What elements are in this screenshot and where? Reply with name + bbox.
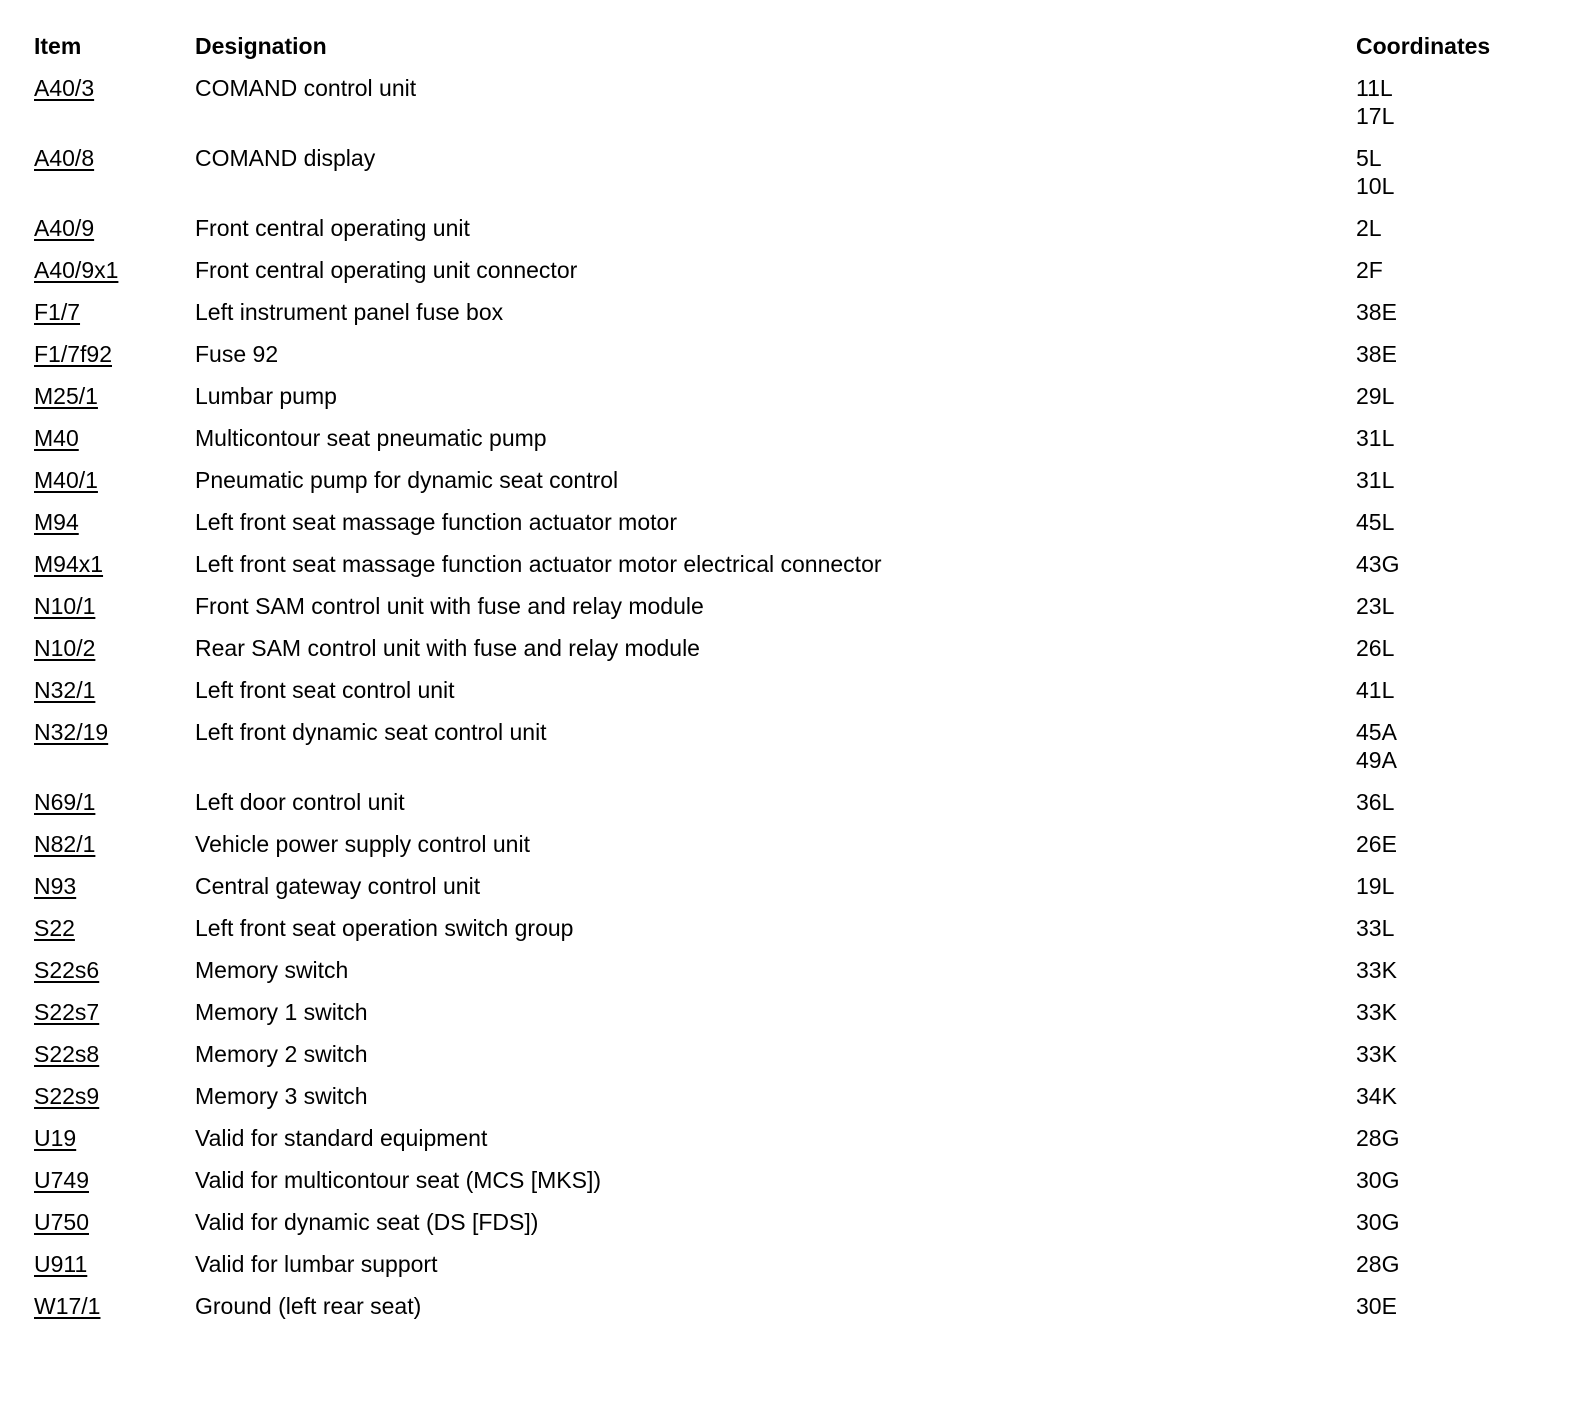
coordinates-cell [1356,830,1554,858]
coordinates-cell [1356,144,1554,200]
item-link[interactable]: N10/2 [34,635,96,661]
coordinates-cell [1356,340,1554,368]
designation-cell: Valid for lumbar support [195,1251,438,1277]
coordinate-value: 41L [1356,677,1395,703]
item-cell [34,592,195,620]
item-cell [34,914,195,942]
coordinates-cell [1356,382,1554,410]
coordinate-value: 30E [1356,1293,1397,1319]
coordinates-cell [1356,298,1554,326]
coordinates-cell [1356,1292,1554,1320]
coordinates-cell [1356,424,1554,452]
coordinates-cell [1356,998,1554,1026]
table-row [34,718,1554,788]
item-link[interactable]: S22s6 [34,957,100,983]
item-link[interactable]: U19 [34,1125,77,1151]
coordinates-cell [1356,718,1554,774]
coordinates-cell [1356,634,1554,662]
designation-cell: Vehicle power supply control unit [195,831,530,857]
table-row [34,634,1554,676]
item-link[interactable]: A40/3 [34,75,95,101]
item-cell [34,830,195,858]
item-link[interactable]: N93 [34,873,77,899]
item-cell [34,74,195,102]
coordinates-cell [1356,1250,1554,1278]
designation-column-header: Designation [195,33,327,59]
coordinate-value: 33K [1356,957,1397,983]
coordinates-cell [1356,914,1554,942]
item-cell [34,424,195,452]
designation-cell: Left front seat massage function actuator motor [195,509,677,535]
coordinate-value: 36L [1356,789,1395,815]
coordinate-value: 33K [1356,999,1397,1025]
coordinate-value: 5L [1356,145,1382,171]
coordinate-value: 17L [1356,103,1395,129]
coordinate-value: 31L [1356,467,1395,493]
coordinate-value: 28G [1356,1125,1400,1151]
designation-cell: Lumbar pump [195,383,337,409]
table-row [34,298,1554,340]
designation-cell: Memory 1 switch [195,999,368,1025]
item-cell [34,1166,195,1194]
table-row [34,424,1554,466]
item-link[interactable]: N82/1 [34,831,96,857]
coordinate-value: 45L [1356,509,1395,535]
table-row [34,508,1554,550]
designation-cell: Left front seat operation switch group [195,915,574,941]
designation-cell: Left front seat control unit [195,677,455,703]
designation-cell: Multicontour seat pneumatic pump [195,425,547,451]
coordinate-value: 31L [1356,425,1395,451]
item-cell [34,1124,195,1152]
item-column-header: Item [34,33,82,59]
item-cell [34,1208,195,1236]
item-link[interactable]: M94x1 [34,551,104,577]
table-row [34,214,1554,256]
item-cell [34,214,195,242]
designation-cell: Valid for standard equipment [195,1125,488,1151]
coordinate-value: 30G [1356,1167,1400,1193]
table-row [34,144,1554,214]
coordinate-value: 34K [1356,1083,1397,1109]
item-cell [34,298,195,326]
coordinate-value: 43G [1356,551,1400,577]
item-cell [34,256,195,284]
table-row [34,914,1554,956]
item-cell [34,508,195,536]
item-link[interactable]: F1/7f92 [34,341,112,367]
table-row [34,550,1554,592]
coordinates-cell [1356,1208,1554,1236]
coordinate-value: 38E [1356,299,1397,325]
item-link[interactable]: A40/8 [34,145,95,171]
coordinates-cell [1356,256,1554,284]
item-link[interactable]: U749 [34,1167,89,1193]
item-cell [34,872,195,900]
item-link[interactable]: M40/1 [34,467,98,493]
coordinate-value: 23L [1356,593,1395,619]
coordinate-value: 19L [1356,873,1395,899]
item-link[interactable]: U750 [34,1209,89,1235]
coordinates-cell [1356,550,1554,578]
item-cell [34,956,195,984]
item-link[interactable]: S22 [34,915,75,941]
table-header-row [34,32,1554,74]
table-row [34,382,1554,424]
coordinate-value: 11L [1356,75,1393,101]
item-cell [34,718,195,746]
designation-cell: COMAND control unit [195,75,417,101]
coordinate-value: 2F [1356,257,1383,283]
item-cell [34,788,195,816]
item-link[interactable]: M25/1 [34,383,98,409]
item-link[interactable]: N69/1 [34,789,96,815]
coordinates-cell [1356,872,1554,900]
item-cell [34,676,195,704]
designation-cell: COMAND display [195,145,376,171]
coordinates-cell [1356,1124,1554,1152]
item-link[interactable]: N10/1 [34,593,96,619]
designation-cell: Memory switch [195,957,349,983]
item-cell [34,144,195,172]
item-link[interactable]: M94 [34,509,79,535]
designation-cell: Rear SAM control unit with fuse and relay module [195,635,700,661]
item-link[interactable]: W17/1 [34,1293,101,1319]
coordinate-value: 45A [1356,719,1397,745]
item-link[interactable]: S22s8 [34,1041,100,1067]
coordinate-value: 38E [1356,341,1397,367]
designation-cell: Fuse 92 [195,341,279,367]
coordinate-value: 49A [1356,747,1397,773]
coordinate-value: 2L [1356,215,1382,241]
table-row [34,956,1554,998]
coordinates-cell [1356,1040,1554,1068]
table-row [34,340,1554,382]
item-cell [34,998,195,1026]
designation-cell: Front central operating unit connector [195,257,578,283]
coordinates-cell [1356,214,1554,242]
item-link[interactable]: N32/19 [34,719,109,745]
table-row [34,74,1554,144]
designation-cell: Front central operating unit [195,215,470,241]
coordinates-cell [1356,676,1554,704]
coordinates-cell [1356,592,1554,620]
table-row [34,998,1554,1040]
item-cell [34,1292,195,1320]
coordinate-value: 29L [1356,383,1395,409]
item-link[interactable]: U911 [34,1251,88,1277]
coordinate-value: 28G [1356,1251,1400,1277]
coordinate-value: 30G [1356,1209,1400,1235]
item-cell [34,634,195,662]
coordinate-value: 10L [1356,173,1395,199]
table-row [34,676,1554,718]
designation-cell: Left door control unit [195,789,405,815]
item-link[interactable]: M40 [34,425,79,451]
item-link[interactable]: A40/9x1 [34,257,119,283]
item-cell [34,1250,195,1278]
table-row [34,1166,1554,1208]
item-link[interactable]: N32/1 [34,677,96,703]
coordinates-cell [1356,1082,1554,1110]
item-cell [34,550,195,578]
table-row [34,256,1554,298]
designation-cell: Front SAM control unit with fuse and relay module [195,593,704,619]
coordinate-value: 26E [1356,831,1397,857]
coordinates-column-header: Coordinates [1356,33,1491,59]
item-link[interactable]: F1/7 [34,299,81,325]
item-cell [34,466,195,494]
designation-cell: Valid for multicontour seat (MCS [MKS]) [195,1167,602,1193]
table-row [34,1250,1554,1292]
designation-cell: Ground (left rear seat) [195,1293,422,1319]
coordinate-value: 26L [1356,635,1395,661]
coordinates-cell [1356,788,1554,816]
designation-cell: Left instrument panel fuse box [195,299,504,325]
table-row [34,1208,1554,1250]
table-row [34,788,1554,830]
designation-cell: Pneumatic pump for dynamic seat control [195,467,619,493]
table-row [34,592,1554,634]
table-row [34,1292,1554,1334]
designation-cell: Left front dynamic seat control unit [195,719,547,745]
table-row [34,1082,1554,1124]
coordinate-value: 33L [1356,915,1395,941]
designation-cell: Central gateway control unit [195,873,481,899]
component-legend-table [34,32,1554,1334]
item-cell [34,1040,195,1068]
item-link[interactable]: S22s9 [34,1083,100,1109]
item-cell [34,382,195,410]
designation-cell: Valid for dynamic seat (DS [FDS]) [195,1209,539,1235]
table-row [34,466,1554,508]
item-cell [34,1082,195,1110]
coordinates-cell [1356,1166,1554,1194]
item-link[interactable]: A40/9 [34,215,95,241]
designation-cell: Memory 2 switch [195,1041,368,1067]
coordinate-value: 33K [1356,1041,1397,1067]
table-body [34,74,1554,1334]
coordinates-cell [1356,466,1554,494]
item-link[interactable]: S22s7 [34,999,100,1025]
coordinates-cell [1356,956,1554,984]
coordinates-cell [1356,508,1554,536]
table-row [34,1040,1554,1082]
table-row [34,830,1554,872]
designation-cell: Left front seat massage function actuator motor electrical connector [195,551,882,577]
table-row [34,872,1554,914]
item-cell [34,340,195,368]
coordinates-cell [1356,74,1554,130]
designation-cell: Memory 3 switch [195,1083,368,1109]
table-row [34,1124,1554,1166]
